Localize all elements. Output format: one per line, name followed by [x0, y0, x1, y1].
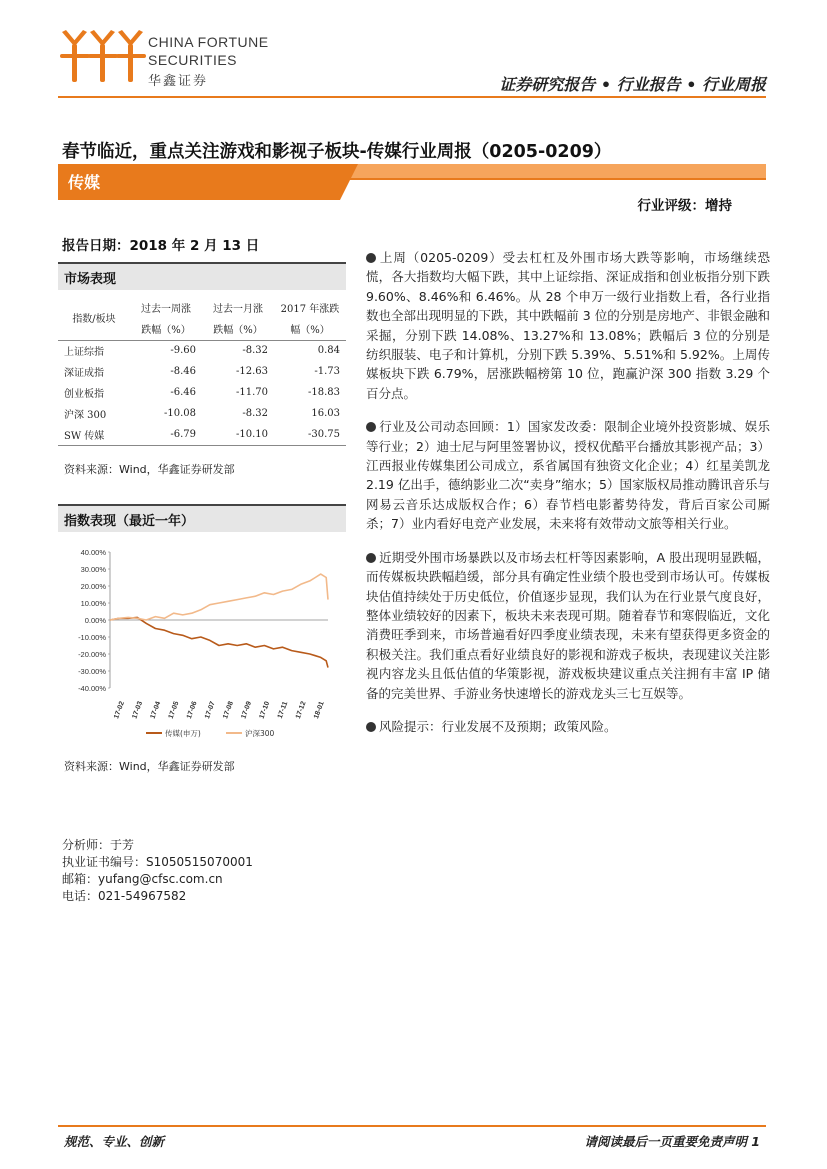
logo-figure-2: [88, 30, 118, 82]
analyst-name: 分析师：于芳: [62, 838, 135, 852]
index-performance-chart: [58, 536, 346, 748]
year-change: -18.83: [307, 387, 340, 398]
col-header-month-top: 过去一月涨: [213, 303, 263, 315]
x-tick-label: 17-12: [294, 700, 308, 720]
industry-rating: 行业评级：增持: [637, 198, 732, 214]
month-change: -10.10: [202, 424, 274, 445]
analyst-info: [62, 837, 253, 905]
series-line-hs300: [110, 574, 328, 620]
col-header-year-bottom: 幅（%）: [290, 325, 330, 337]
logo-figure-1: [60, 30, 90, 82]
month-change: -12.63: [235, 366, 268, 377]
month-change: -8.32: [242, 408, 268, 419]
x-tick-label: 17-11: [276, 700, 290, 720]
logo-text-cn: 华鑫证券: [148, 74, 209, 89]
market-section-title: 市场表现: [64, 272, 117, 287]
y-tick-label: -10.00%: [78, 633, 106, 642]
report-title: 春节临近，重点关注游戏和影视子板块-传媒行业周报（0205-0209）: [62, 142, 612, 162]
logo-figure-3: [116, 30, 146, 82]
x-tick-label: 17-07: [204, 700, 217, 720]
chart-source: 资料来源：Wind，华鑫证券研发部: [64, 760, 235, 773]
col-header-year-top: 2017 年涨跌: [280, 303, 340, 315]
report-date: 报告日期：2018 年 2 月 13 日: [62, 238, 260, 254]
y-tick-label: -20.00%: [78, 650, 106, 659]
paragraph-risk: [366, 717, 770, 736]
col-header-month-bottom: 跌幅（%）: [213, 325, 263, 337]
header-divider: [58, 96, 766, 98]
index-name: 上证综指: [58, 340, 130, 361]
y-tick-label: 0.00%: [84, 616, 106, 625]
analyst-phone: 电话：021-54967582: [62, 889, 187, 903]
x-tick-label: 17-04: [149, 700, 163, 720]
bullet-icon: [366, 722, 376, 732]
week-change: -10.08: [163, 408, 196, 419]
week-change: -8.46: [170, 366, 196, 377]
x-tick-label: 17-09: [240, 700, 254, 720]
x-tick-label: 17-08: [222, 700, 235, 720]
logo-text-en-line1: CHINA FORTUNE: [148, 34, 269, 50]
bullet-icon: [366, 553, 376, 563]
year-change: 0.84: [274, 340, 346, 361]
bullet-icon: [366, 253, 376, 263]
table-row: [58, 424, 346, 445]
footer-disclaimer-note: 请阅读最后一页重要免责声明 1: [584, 1134, 760, 1149]
x-tick-label: 18-01: [313, 700, 326, 720]
y-tick-label: 30.00%: [80, 565, 106, 574]
table-row: [58, 403, 346, 424]
paragraph-weekly-review: [366, 248, 770, 403]
y-tick-label: 10.00%: [80, 599, 106, 608]
report-category: 证券研究报告 • 行业报告 • 行业周报: [499, 75, 766, 94]
market-table: [58, 296, 346, 446]
col-header-week-bottom: 跌幅（%）: [141, 325, 191, 337]
week-change: -6.79: [130, 424, 202, 445]
analyst-license: 执业证书编号：S1050515070001: [62, 855, 253, 869]
series-line-media: [110, 617, 328, 667]
y-tick-label: -40.00%: [78, 684, 106, 693]
footer-slogan: 规范、专业、创新: [64, 1134, 165, 1149]
paragraph-outlook: [366, 548, 770, 703]
paragraph-text: 风险提示：行业发展不及预期；政策风险。: [379, 718, 617, 734]
legend-label: 沪深300: [245, 729, 275, 738]
x-tick-label: 17-06: [185, 700, 199, 720]
index-name: 沪深 300: [64, 410, 107, 421]
index-name: 深证成指: [64, 368, 104, 379]
col-header-week-top: 过去一周涨: [141, 303, 191, 315]
sector-name: 传媒: [68, 173, 101, 192]
chart-section-title: 指数表现（最近一年）: [64, 514, 195, 529]
table-row: [58, 382, 346, 403]
y-tick-label: 20.00%: [80, 582, 106, 591]
col-header-index: 指数/板块: [72, 314, 116, 326]
x-tick-label: 17-03: [131, 700, 145, 720]
bullet-icon: [366, 422, 376, 432]
legend-label: 传媒(申万): [165, 729, 201, 738]
index-name: 创业板指: [64, 389, 104, 400]
year-change: -1.73: [314, 366, 340, 377]
table-row: [58, 340, 346, 361]
year-change: -30.75: [274, 424, 346, 445]
week-change: -9.60: [130, 340, 202, 361]
paragraph-text: 近期受外围市场暴跌以及市场去杠杆等因素影响，A 股出现明显跌幅，而传媒板块跌幅趋缓，部分具有确定性业绩个股也受到市场认可。传媒板块估值持续处于历史低位，价值逐步显现，我们认为在行业景气度良好，整体业绩较好的因素下，板块未来表现可期。随着春节和寒假临近，文化消费旺季到来，市场普遍看好四季度业绩表现，未来有望获得更多资金的积极关注。我们重点看好业绩良好的影视和游戏子板块，表现建议关注影视内容龙头且低估值的华策影视，游戏板块建议重点关注拥有丰富 IP 储备的完美世界、手游业务快速增长的游戏龙头三七互娱等。: [366, 549, 770, 701]
paragraph-text: 行业及公司动态回顾：1）国家发改委：限制企业境外投资影城、娱乐等行业；2）迪士尼与阿里签署协议，授权优酷平台播放其影视产品；3）江西报业传媒集团公司成立，系省属国有独资文化企业；4）红星美凯龙 2.19 亿出手，德纳影业二次“卖身”缩水；5）国家版权局推动腾讯音乐与网易云音乐达成版权合作；6）春节档电影蓄势待发，背后百家公司厮杀；7）业内看好电竞产业发展，未来将有效带动文旅等相关行业。: [366, 419, 770, 532]
paragraph-text: 上周（0205-0209）受去杠杠及外围市场大跌等影响，市场继续恐慌，各大指数均大幅下跌，其中上证综指、深证成指和创业板指分别下跌 9.60%、8.46%和 6.46%。从 28 个申万一级行业指数上看，各行业指数也全部出现明显的下跌，其中跌幅前 3 位的分别是房地产、非银金融和采掘，分别下跌 14.08%、13.27%和 13.08%；跌幅后 3 位的分别是纺织服装、电子和计算机，分别下跌 5.39%、5.51%和 5.92%。上周传媒板块下跌 6.79%，居涨跌幅榜第 10 位，跑赢沪深 300 指数 3.29 个百分点。: [366, 250, 770, 401]
market-table-source: 资料来源：Wind，华鑫证券研发部: [64, 463, 235, 476]
month-change: -8.32: [202, 340, 274, 361]
week-change: -6.46: [170, 387, 196, 398]
table-row: [58, 361, 346, 382]
logo-text-en-line2: SECURITIES: [148, 52, 238, 68]
month-change: -11.70: [235, 387, 268, 398]
year-change: 16.03: [311, 408, 340, 419]
y-tick-label: 40.00%: [80, 548, 106, 557]
analyst-email: 邮箱：yufang@cfsc.com.cn: [62, 872, 223, 886]
report-body: [366, 248, 770, 750]
footer-divider: [58, 1125, 766, 1127]
index-name: SW 传媒: [58, 424, 130, 445]
x-tick-label: 17-02: [113, 700, 126, 720]
paragraph-industry-news: [366, 417, 770, 533]
y-tick-label: -30.00%: [78, 667, 106, 676]
x-tick-label: 17-05: [167, 700, 181, 720]
x-tick-label: 17-10: [258, 700, 272, 720]
